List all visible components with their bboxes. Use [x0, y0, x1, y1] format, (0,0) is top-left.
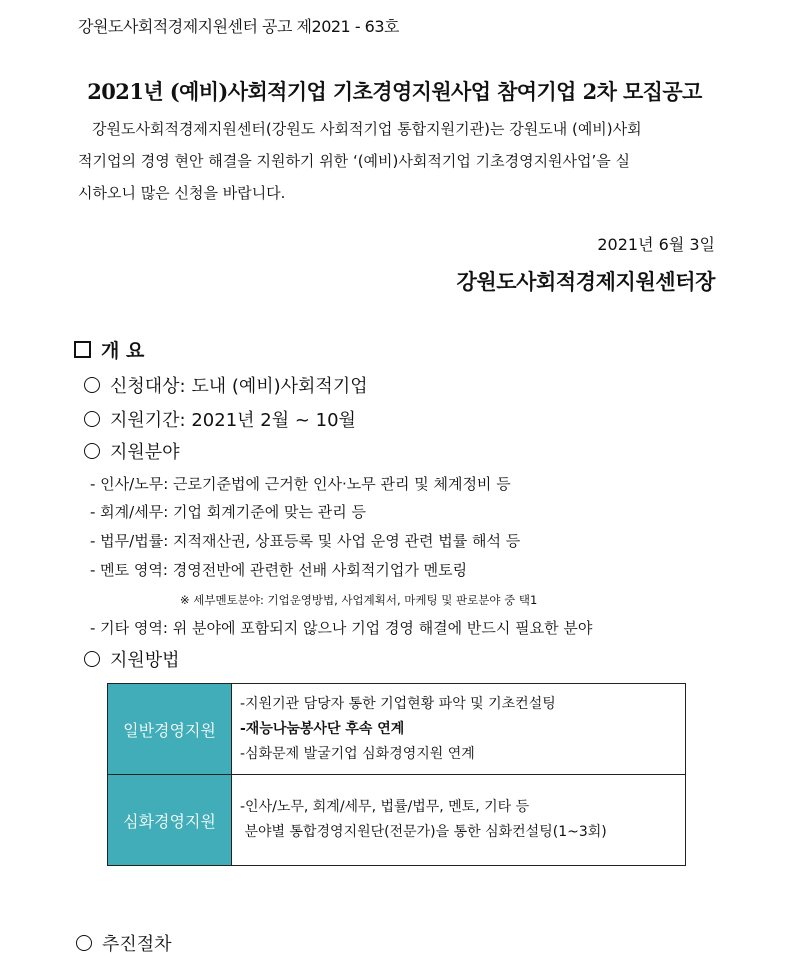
- circle-bullet-icon: [76, 935, 92, 951]
- fields-label: 지원분야: [110, 442, 180, 463]
- table-row: [108, 775, 686, 866]
- support-method-table: [107, 683, 686, 866]
- field-item: - 법무/법률: 지적재산권, 상표등록 및 사업 운영 관련 법률 해석 등: [90, 532, 521, 550]
- period-text: 지원기간: 2021년 2월 ~ 10월: [110, 410, 356, 431]
- mentor-note: ※ 세부멘토분야: 기업운영방법, 사업계획서, 마케팅 및 판로분야 중 택1: [180, 593, 538, 607]
- field-item: - 멘토 영역: 경영전반에 관련한 선배 사회적기업가 멘토링: [90, 561, 468, 579]
- method-item: [84, 646, 180, 672]
- intro-line-1: 강원도사회적경제지원센터(강원도 사회적기업 통합지원기관)는 강원도내 (예비)사회: [92, 120, 642, 138]
- applicants-item: [84, 372, 368, 398]
- circle-bullet-icon: [84, 377, 100, 393]
- fields-item: [84, 438, 180, 464]
- applicants-text: 신청대상: 도내 (예비)사회적기업: [110, 376, 368, 397]
- circle-bullet-icon: [84, 411, 100, 427]
- detail-line: 분야별 통합경영지원단(전문가)을 통한 심화컨설팅(1~3회): [240, 824, 607, 840]
- procedure-label: 추진절차: [102, 934, 172, 955]
- square-bullet-icon: [74, 341, 91, 358]
- notice-date: 2021년 6월 3일: [597, 235, 715, 254]
- intro-line-2: 적기업의 경영 현안 해결을 지원하기 위한 ‘(예비)사회적기업 기초경영지원사업’을 실: [78, 152, 631, 170]
- signer: 강원도사회적경제지원센터장: [456, 269, 715, 294]
- detail-line: -인사/노무, 회계/세무, 법률/법무, 멘토, 기타 등: [240, 799, 530, 815]
- page-title: 2021년 (예비)사회적기업 기초경영지원사업 참여기업 2차 모집공고: [87, 79, 702, 104]
- method-label: 지원방법: [110, 650, 180, 671]
- detail-line: -심화문제 발굴기업 심화경영지원 연계: [240, 745, 475, 762]
- section-overview-label: 개 요: [101, 340, 145, 362]
- circle-bullet-icon: [84, 651, 100, 667]
- notice-number: 강원도사회적경제지원센터 공고 제2021 - 63호: [78, 17, 399, 36]
- intro-line-3: 시하오니 많은 신청을 바랍니다.: [78, 184, 286, 202]
- field-item-other: - 기타 영역: 위 분야에 포함되지 않으나 기업 경영 해결에 반드시 필요한 분야: [90, 619, 593, 637]
- field-item: - 인사/노무: 근로기준법에 근거한 인사·노무 관리 및 체계정비 등: [90, 475, 511, 493]
- intro-paragraph: [78, 113, 716, 209]
- method-detail-cell: [232, 684, 686, 775]
- section-overview-heading: [74, 336, 144, 363]
- detail-line: -지원기관 담당자 통한 기업현황 파악 및 기초컨설팅: [240, 695, 556, 712]
- field-item: - 회계/세무: 기업 회계기준에 맞는 관리 등: [90, 503, 366, 521]
- table-row: [108, 684, 686, 775]
- period-item: [84, 406, 356, 432]
- method-detail-cell: [232, 775, 686, 866]
- procedure-item: [76, 930, 172, 956]
- method-type-cell: 심화경영지원: [108, 775, 232, 866]
- detail-line-bold: -재능나눔봉사단 후속 연계: [240, 720, 405, 737]
- circle-bullet-icon: [84, 443, 100, 459]
- method-type-cell: 일반경영지원: [108, 684, 232, 775]
